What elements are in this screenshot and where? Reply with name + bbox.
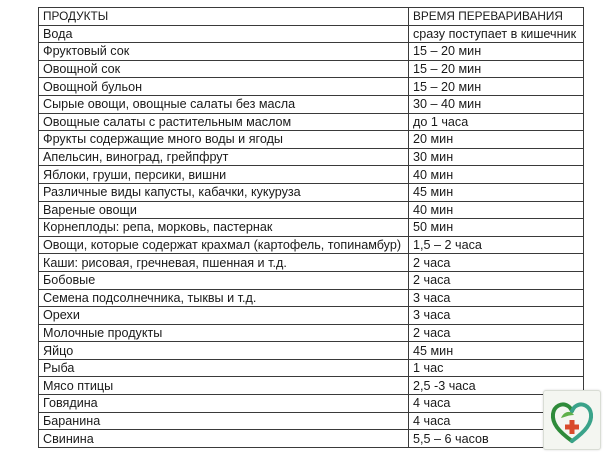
heart-leaf-logo-icon	[544, 391, 600, 449]
product-cell: Каши: рисовая, гречневая, пшенная и т.д.	[39, 254, 409, 272]
product-cell: Яблоки, груши, персики, вишни	[39, 166, 409, 184]
time-cell: 1 час	[409, 359, 584, 377]
table-row	[39, 412, 584, 430]
product-cell: Баранина	[39, 412, 409, 430]
time-cell: 15 – 20 мин	[409, 60, 584, 78]
time-cell: 1,5 – 2 часа	[409, 236, 584, 254]
time-cell: 45 мин	[409, 183, 584, 201]
table-row	[39, 359, 584, 377]
table-row	[39, 377, 584, 395]
table-row	[39, 60, 584, 78]
product-cell: Фрукты содержащие много воды и ягоды	[39, 131, 409, 149]
table-row	[39, 95, 584, 113]
time-cell: 15 – 20 мин	[409, 43, 584, 61]
product-cell: Овощные салаты с растительным маслом	[39, 113, 409, 131]
time-cell: 4 часа	[409, 412, 584, 430]
digestion-time-table	[38, 7, 584, 448]
product-cell: Рыба	[39, 359, 409, 377]
product-cell: Бобовые	[39, 271, 409, 289]
table-row	[39, 43, 584, 61]
time-cell: 2 часа	[409, 324, 584, 342]
table-row	[39, 148, 584, 166]
product-cell: Говядина	[39, 395, 409, 413]
time-cell: 40 мин	[409, 201, 584, 219]
time-cell: 5,5 – 6 часов	[409, 430, 584, 448]
table-row	[39, 166, 584, 184]
product-cell: Орехи	[39, 307, 409, 325]
time-cell: 30 – 40 мин	[409, 95, 584, 113]
table-row	[39, 201, 584, 219]
table-row	[39, 113, 584, 131]
product-cell: Фруктовый сок	[39, 43, 409, 61]
header-time: ВРЕМЯ ПЕРЕВАРИВАНИЯ	[409, 8, 584, 26]
time-cell: 40 мин	[409, 166, 584, 184]
table-row	[39, 78, 584, 96]
table-row	[39, 289, 584, 307]
time-cell: 45 мин	[409, 342, 584, 360]
time-cell: 3 часа	[409, 307, 584, 325]
product-cell: Семена подсолнечника, тыквы и т.д.	[39, 289, 409, 307]
time-cell: 2 часа	[409, 271, 584, 289]
product-cell: Свинина	[39, 430, 409, 448]
product-cell: Сырые овощи, овощные салаты без масла	[39, 95, 409, 113]
product-cell: Мясо птицы	[39, 377, 409, 395]
product-cell: Вареные овощи	[39, 201, 409, 219]
time-cell: до 1 часа	[409, 113, 584, 131]
time-cell: сразу поступает в кишечник	[409, 25, 584, 43]
header-product: ПРОДУКТЫ	[39, 8, 409, 26]
product-cell: Апельсин, виноград, грейпфрут	[39, 148, 409, 166]
table-row	[39, 307, 584, 325]
table-row	[39, 342, 584, 360]
product-cell: Овощной сок	[39, 60, 409, 78]
time-cell: 15 – 20 мин	[409, 78, 584, 96]
table-row	[39, 131, 584, 149]
table-row	[39, 219, 584, 237]
time-cell: 3 часа	[409, 289, 584, 307]
table-row	[39, 236, 584, 254]
table-row	[39, 25, 584, 43]
time-cell: 20 мин	[409, 131, 584, 149]
time-cell: 50 мин	[409, 219, 584, 237]
product-cell: Овощной бульон	[39, 78, 409, 96]
table-header-row	[39, 8, 584, 26]
product-cell: Корнеплоды: репа, морковь, пастернак	[39, 219, 409, 237]
time-cell: 4 часа	[409, 395, 584, 413]
product-cell: Овощи, которые содержат крахмал (картофель, топинамбур)	[39, 236, 409, 254]
time-cell: 30 мин	[409, 148, 584, 166]
time-cell: 2 часа	[409, 254, 584, 272]
table-row	[39, 271, 584, 289]
product-cell: Вода	[39, 25, 409, 43]
table-row	[39, 254, 584, 272]
product-cell: Яйцо	[39, 342, 409, 360]
product-cell: Различные виды капусты, кабачки, кукуруза	[39, 183, 409, 201]
table-row	[39, 395, 584, 413]
table-row	[39, 183, 584, 201]
product-cell: Молочные продукты	[39, 324, 409, 342]
site-logo	[543, 390, 601, 450]
time-cell: 2,5 -3 часа	[409, 377, 584, 395]
table-row	[39, 430, 584, 448]
table-row	[39, 324, 584, 342]
